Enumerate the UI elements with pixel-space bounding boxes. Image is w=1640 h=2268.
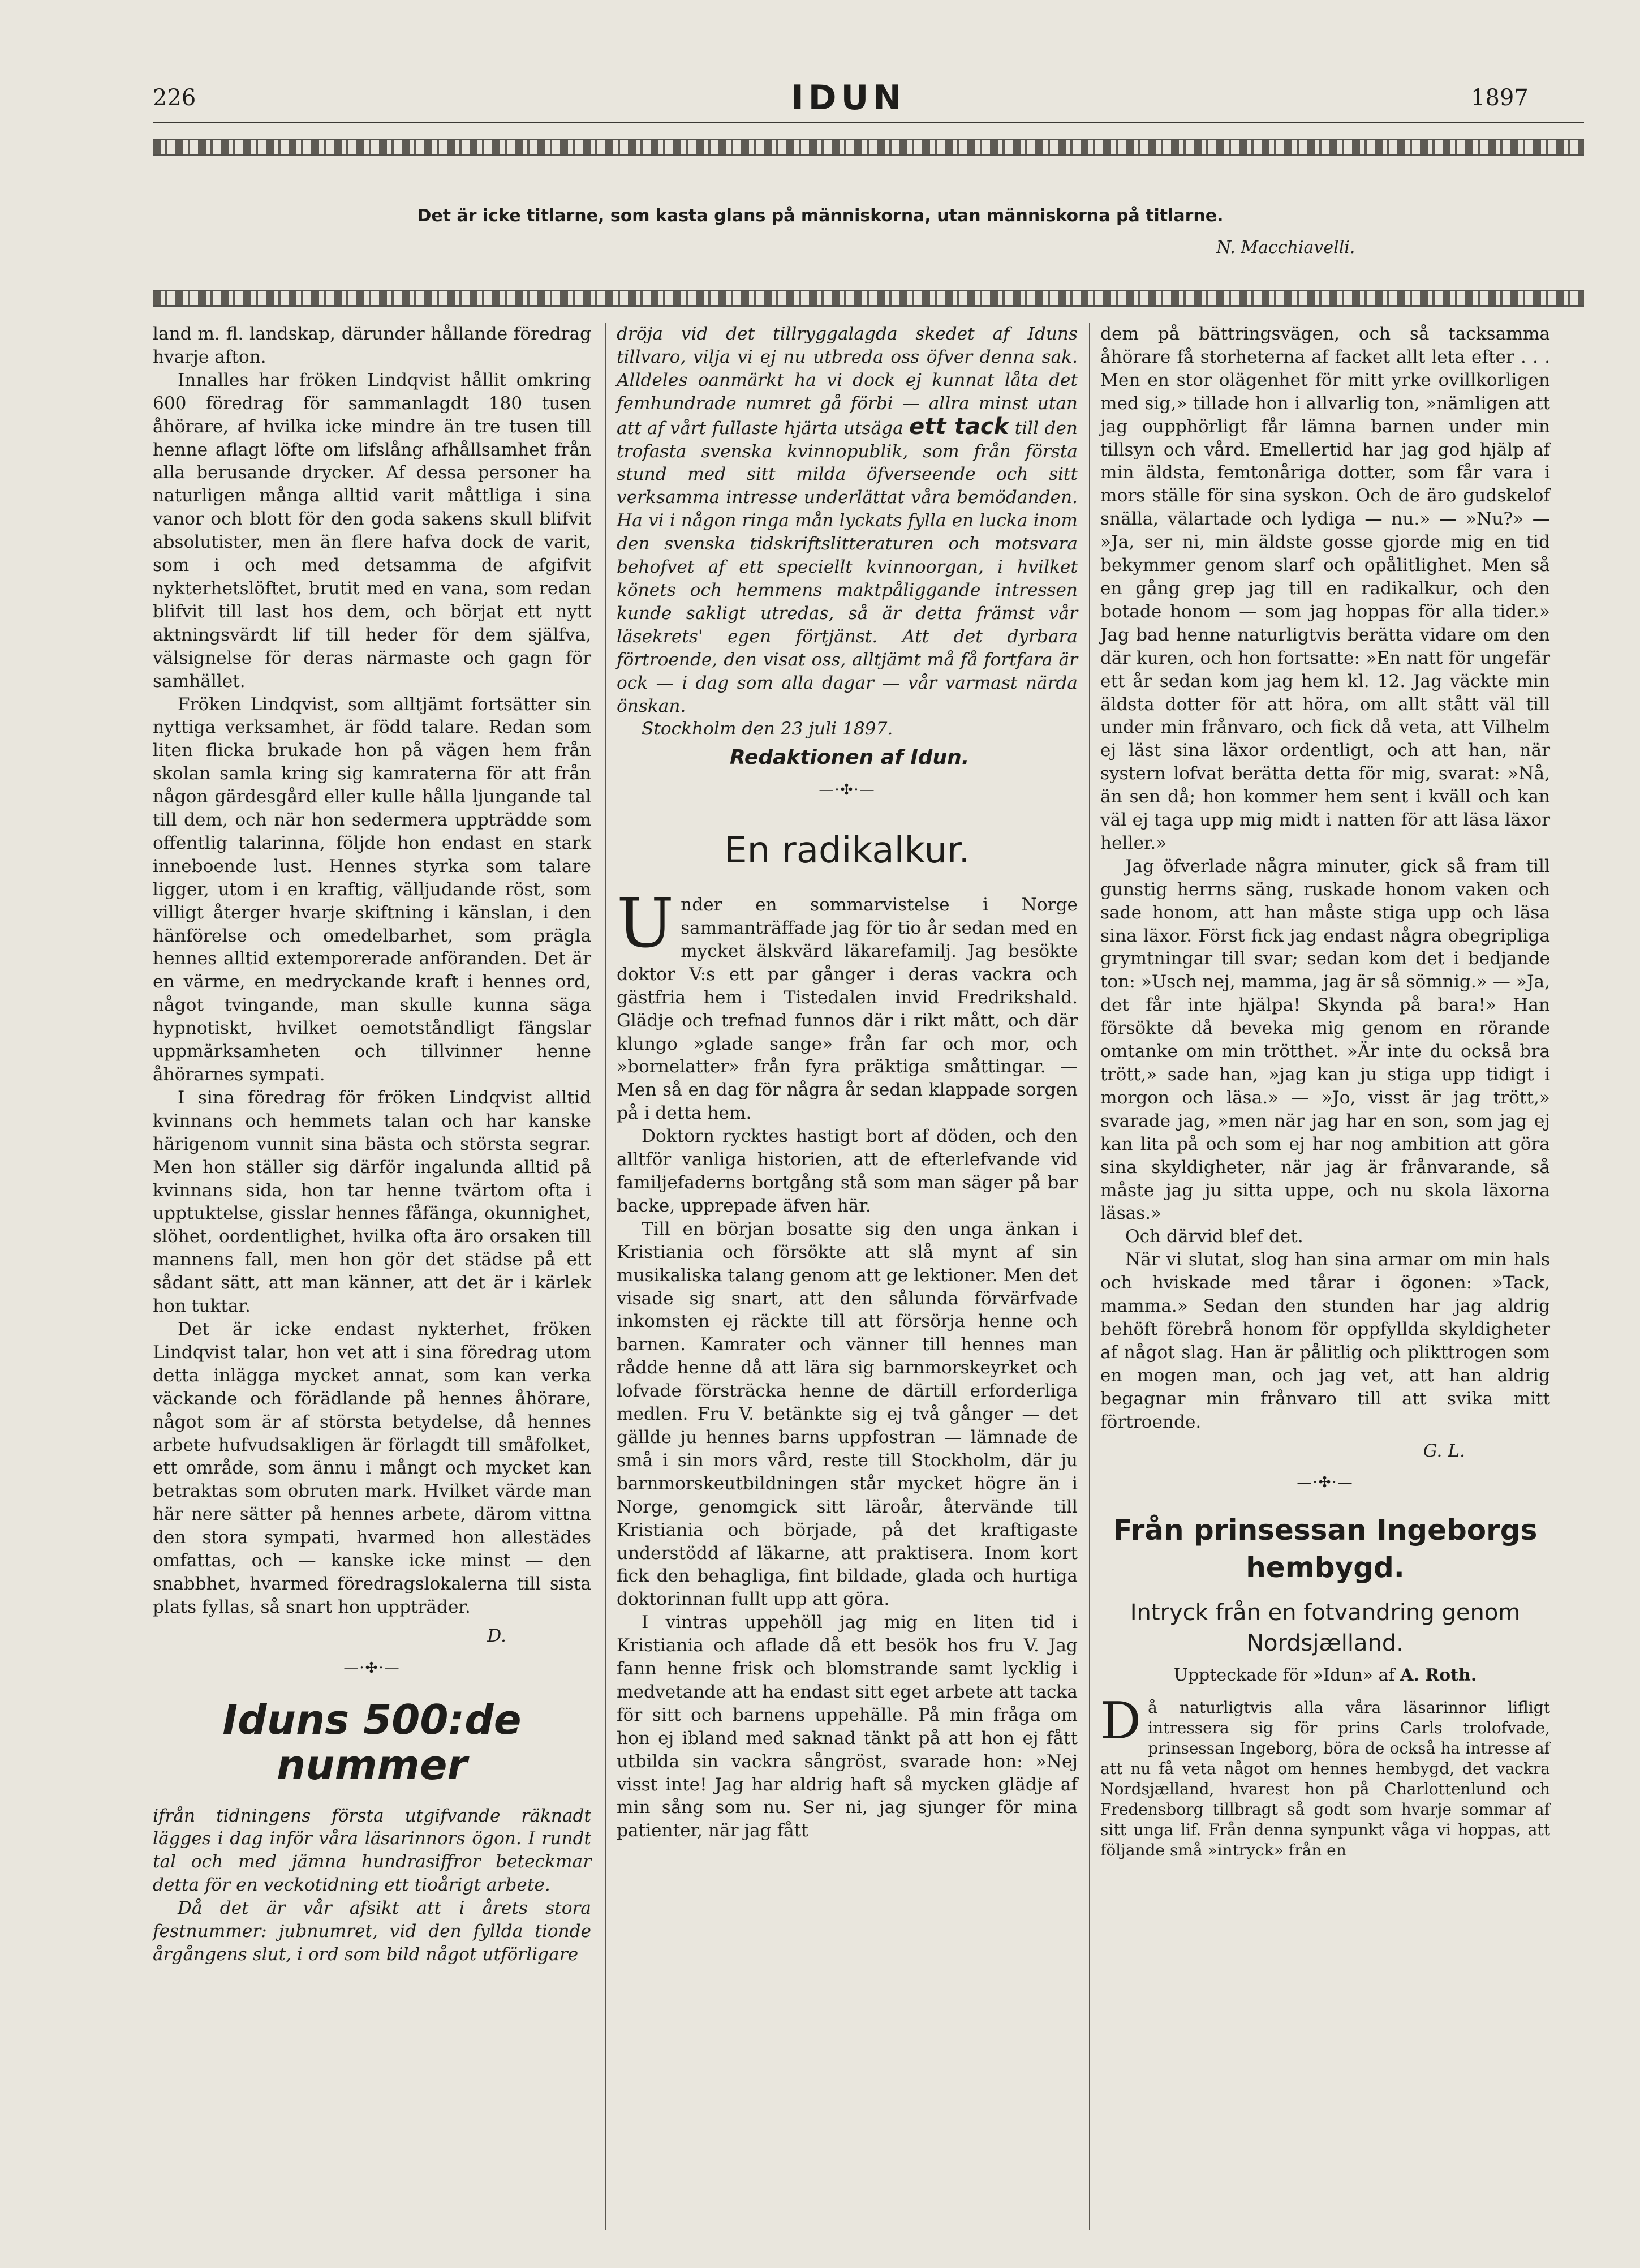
section-separator: —·✣·— <box>819 781 876 799</box>
article-subtitle: Intryck från en fotvandring genom Nordsjælland. <box>1130 1600 1521 1657</box>
paragraph-text: nder en sommarvistelse i Norge sammanträffade jag för tio år sedan med en mycket älskvärd läkarefamilj. Jag besökte doktor V:s ett par gånger i deras vackra och gästfria hem i Tistedalen invid Fredrikshald. Glädje och trefnad funnos där i rikt mått, och där klungo »glade sange» från far och mor, och »bornelatter» från fyra präktiga småttingar. — Men så en dag för några år sedan klappade sorgen på i detta hem. <box>617 895 1078 1124</box>
section-separator: —·✣·— <box>343 1659 401 1677</box>
paragraph: Doktorn rycktes hastigt bort af döden, och den alltför vanliga historien, att de efterlefvande vid familjefaderns bortgång stå som man säger på bar backe, upprepade äfven här. <box>617 1126 1078 1216</box>
column-rule-2 <box>1089 323 1090 2230</box>
epigraph-quote: Det är icke titlarne, som kasta glans på människorna, utan människorna på titlarne. <box>417 206 1224 226</box>
column-2 <box>617 323 1078 1842</box>
column-3 <box>1100 323 1550 1861</box>
paragraph: Fröken Lindqvist, som alltjämt fortsätter sin nyttiga verksamhet, är född talare. Redan som liten flicka brukade hon på vägen hem från skolan samla kring sig kamraterna för att från någon gärdesgård eller kulle hålla ljungande tal till dem, och när hon sedermera uppträdde som offentlig talarinna, följde hon endast en stark inneboende lust. Hennes styrka som talare ligger, utom i en kraftig, välljudande röst, som villigt återger hvarje skiftning i känslan, i den hänförelse och omedelbarhet, som prägla hennes alltid extemporerade anföranden. Det är en värme, en medryckande kraft i hennes ord, något tvingande, man skulle kunna säga hypnotiskt, hvilket oemotståndligt fängslar uppmärksamheten och tillvinner henne åhörarnes sympati. <box>153 694 591 1085</box>
paragraph: ifrån tidningens första utgifvande räknadt lägges i dag inför våra läsarinnors ögon. I rundt tal och med jämna hundrasiffror beteckmar detta för en veckotidning ett tioårigt arbete. <box>153 1805 591 1896</box>
paragraph <box>1100 1691 1550 1861</box>
epigraph-attribution: N. Macchiavelli. <box>1216 238 1355 257</box>
page-number: 226 <box>153 85 196 111</box>
place-date: Stockholm den 23 juli 1897. <box>642 719 893 740</box>
paragraph: Och därvid blef det. <box>1125 1226 1303 1247</box>
paragraph: När vi slutat, slog han sina armar om min hals och hviskade med tårar i ögonen: »Tack, mamma.» Sedan den stunden har jag aldrig behöft förebrå honom för oppfyllda skyldigheter af något slag. Han är pålitlig och plikttrogen som en mogen man, och jag vet, att han aldrig begagnar min frånvaro till att svika mitt förtroende. <box>1100 1249 1550 1432</box>
article-title: Iduns 500:de nummer <box>222 1695 522 1789</box>
column-rule-1 <box>605 323 606 2230</box>
editorial-text <box>617 323 1078 718</box>
paragraph: land m. fl. landskap, därunder hållande föredrag hvarje afton. <box>153 324 591 367</box>
paragraph: Till en början bosatte sig den unga änkan i Kristiania och försökte att slå mynt af sin musikaliska talang genom att ge lektioner. Men det visade sig snart, att den sålunda förvärfvade inkomsten ej räckte till att försörja henne och barnen. Kamrater och vänner till hennes man rådde henne då att lära sig barnmorskeyrket och lofvade försträcka henne de därtill erforderliga medlen. Fru V. betänkte sig ej två gånger — det gällde ju hennes barns uppfostran — lämnade de små i sin mors vård, reste till Stockholm, där ju barnmorskeutbildningen står mycket högre än i Norge, genomgick sitt läroår, återvände till Kristiania och började, på det kraftigaste understödd af läkarne, att praktisera. Inom kort fick den behagliga, fint bildade, glada och hurtiga doktorinnan fullt upp att göra. <box>617 1218 1078 1610</box>
paragraph: I vintras uppehöll jag mig en liten tid i Kristiania och aflade då ett besök hos fru V. Jag fann henne frisk och blomstrande samt lycklig i medvetande att ha endast sitt eget arbete att tacka för sitt och barnens uppehälle. På min fråga om hon ej ibland med saknad tänkt på att hon ej fått utbilda sin vackra sångröst, svarade hon: »Nej visst inte! Jag har aldrig haft så mycken glädje af min sång som nu. Ser ni, jag sjunger för mina patienter, när jag fått <box>617 1612 1078 1841</box>
article-title: Från prinsessan Ingeborgs hembygd. <box>1113 1514 1538 1584</box>
paragraph-text: å naturligtvis alla våra läsarinnor lifligt intressera sig för prins Carls trolofvade, prinsessan Ingeborg, böra de också ha intresse af att nu få veta något om hennes hembygd, det vackra Nordsjælland, hvarest hon på Charlottenlund och Fredensborg tillbragt så godt som hvarje sommar af sitt unga lif. Från denna synpunkt våga vi hoppas, att följande små »intryck» från en <box>1100 1698 1550 1860</box>
article-signature: G. L. <box>1423 1440 1465 1461</box>
editorial-part-b: till den trofasta svenska kvinnopublik, som från första stund med sitt milda öfverseende och sitt verksamma intresse underlättat våra bemödanden. Ha vi i någon ringa mån lyckats fylla en lucka inom den svenska tidskriftslitteraturen och motsvara behofvet af ett speciellt kvinnoorgan, i hvilket könets och hemmens maktpåliggande intressen kunde sakligt utredas, så är detta främst vår läsekrets' egen förtjänst. Att det dyrbara förtroende, den visat oss, alltjämt må få fortfara är ock — i dag som alla dagar — vår varmast närda önskan. <box>617 418 1078 716</box>
article-signature: D. <box>487 1625 506 1646</box>
paragraph: Jag öfverlade några minuter, gick så fram till gunstig herrns säng, ruskade honom vaken och sade honom, att han måste stiga upp och läsa sina läxor. Först fick jag endast några obegripliga grymtningar till svar; sedan kom det i bedjande ton: »Usch nej, mamma, jag är så sömnig.» — »Ja, det får inte hjälpa! Skynda på bara!» Han försökte då beveka mig genom en rörande omtanke om min trötthet. »Är inte du också bra trött,» sade han, »jag kan ju stiga upp tidigt i morgon och läsa.» — »Jo, visst är jag trött,» svarade jag, »men när jag har en son, som jag ej kan lita på och som ej har nog ambition att göra sina skyldigheter, när jag är frånvarande, så måste jag ju sitta uppe, och nu skola läxorna läsas.» <box>1100 856 1550 1224</box>
masthead: IDUN <box>791 78 906 118</box>
header-rule <box>153 122 1584 123</box>
section-separator: —·✣·— <box>1297 1474 1354 1492</box>
article-title: En radikalkur. <box>724 830 970 872</box>
paragraph: Det är icke endast nykterhet, fröken Lindqvist talar, hon vet att i sina föredrag utom detta inlägga mycket annat, som kan verka väckande och förädlande på hennes åhörare, något som är af största betydelse, då hennes arbete hufvudsakligen är förlagdt till småfolket, ett område, som ännu i mångt och mycket kan betraktas som obruten mark. Hvilket värde man här nere sätter på hennes arbete, därom vittna den stora sympati, hvarmed hon allestädes omfattas, och — kanske icke minst — den snabbhet, hvarmed föredragslokalerna till sista plats fyllas, så snart hon uppträder. <box>153 1318 591 1617</box>
ornament-border-top <box>153 139 1584 156</box>
paragraph <box>617 884 1078 1125</box>
paragraph: dem på bättringsvägen, och så tacksamma åhörare få storheterna af facket allt leta efter . . . Men en stor olägenhet för mitt yrke ovillkorligen med sig,» tillade hon i allvarlig ton, »nämligen att jag oupphörligt får lämna barnen under min tillsyn och vård. Emellertid har jag god hjälp af min äldsta, femtonåriga dotter, som får vara i mors ställe för sina syskon. Och de äro gudskelof snälla, välartade och lydiga — nu.» — »Nu?» — »Ja, ser ni, min äldste gosse gjorde mig en tid bekymmer genom slarf och opålitlighet. Men så en gång grep jag till en radikalkur, och den botade honom — som jag hoppas för alla tider.» Jag bad henne naturligtvis berätta vidare om den där kuren, och hon fortsatte: »En natt för ungefär ett år sedan kom jag hem kl. 12. Jag väckte min äldsta dotter för att höra, om allt stått väl till under min frånvaro, och fick då veta, att Vilhelm ej läst sina läxor ordentligt, och att han, när systern lofvat berätta detta för mig, svarat: »Nå, än sen då; hon kommer hem sent i kväll och kan väl ej taga upp mig midt i natten för att läsa läxor heller.» <box>1100 324 1550 853</box>
editorial-signature: Redaktionen af Idun. <box>730 746 970 770</box>
column-1 <box>153 323 591 1966</box>
editorial-tack: ett tack <box>909 413 1009 440</box>
ornament-border-bottom <box>153 290 1584 307</box>
paragraph: I sina föredrag för fröken Lindqvist alltid kvinnans och hemmets talan och har kanske härigenom vunnit sina bästa och största segrar. Men hon ställer sig därför ingalunda alltid på kvinnans sida, hon tar henne tvärtom ofta i upptuktelse, gisslar hennes fåfänga, okunnighet, slöhet, oordentlighet, hvilka ofta äro orsaken till mannens fall, men hon gör det städse på ett sådant sätt, att man känner, att det är i kärlek hon tuktar. <box>153 1087 591 1317</box>
drop-cap: D <box>1100 1691 1142 1751</box>
paragraph: Innalles har fröken Lindqvist hållit omkring 600 föredrag för sammanlagdt 180 tusen åhörare, af hvilka icke mindre än tre tusen till henne aflagt löfte om lifslång afhållsamhet från alla berusande drycker. Af dessa personer ha naturligen många alltid varit måttliga i sina vanor och blott för den goda sakens skull blifvit absolutister, men än flere hafva dock de varit, som i och med detsamma de afgifvit nykterhetslöftet, brutit med en vana, som redan blifvit till last hos dem, och börjat ett nytt aktningsvärdt lif till heder för dem själfva, välsignelse för deras närmaste och gagn för samhället. <box>153 370 591 691</box>
byline-author: A. Roth. <box>1400 1665 1477 1686</box>
byline <box>1100 1664 1550 1687</box>
editorial-part-a: dröja vid det tillryggalagda skedet af Iduns tillvaro, vilja vi ej nu utbreda oss öfver denna sak. Alldeles oanmärkt ha vi dock ej kunnat låta det femhundrade numret gå förbi — allra minst utan att af vårt fullaste hjärta utsäga <box>617 324 1078 439</box>
paragraph: Då det är vår afsikt att i årets stora festnummer: jubnumret, vid den fyllda tionde årgångens slut, i ord som bild något utförligare <box>153 1898 591 1965</box>
year: 1897 <box>1471 85 1529 111</box>
drop-cap: U <box>617 884 674 964</box>
byline-text: Uppteckade för »Idun» af <box>1173 1665 1395 1686</box>
